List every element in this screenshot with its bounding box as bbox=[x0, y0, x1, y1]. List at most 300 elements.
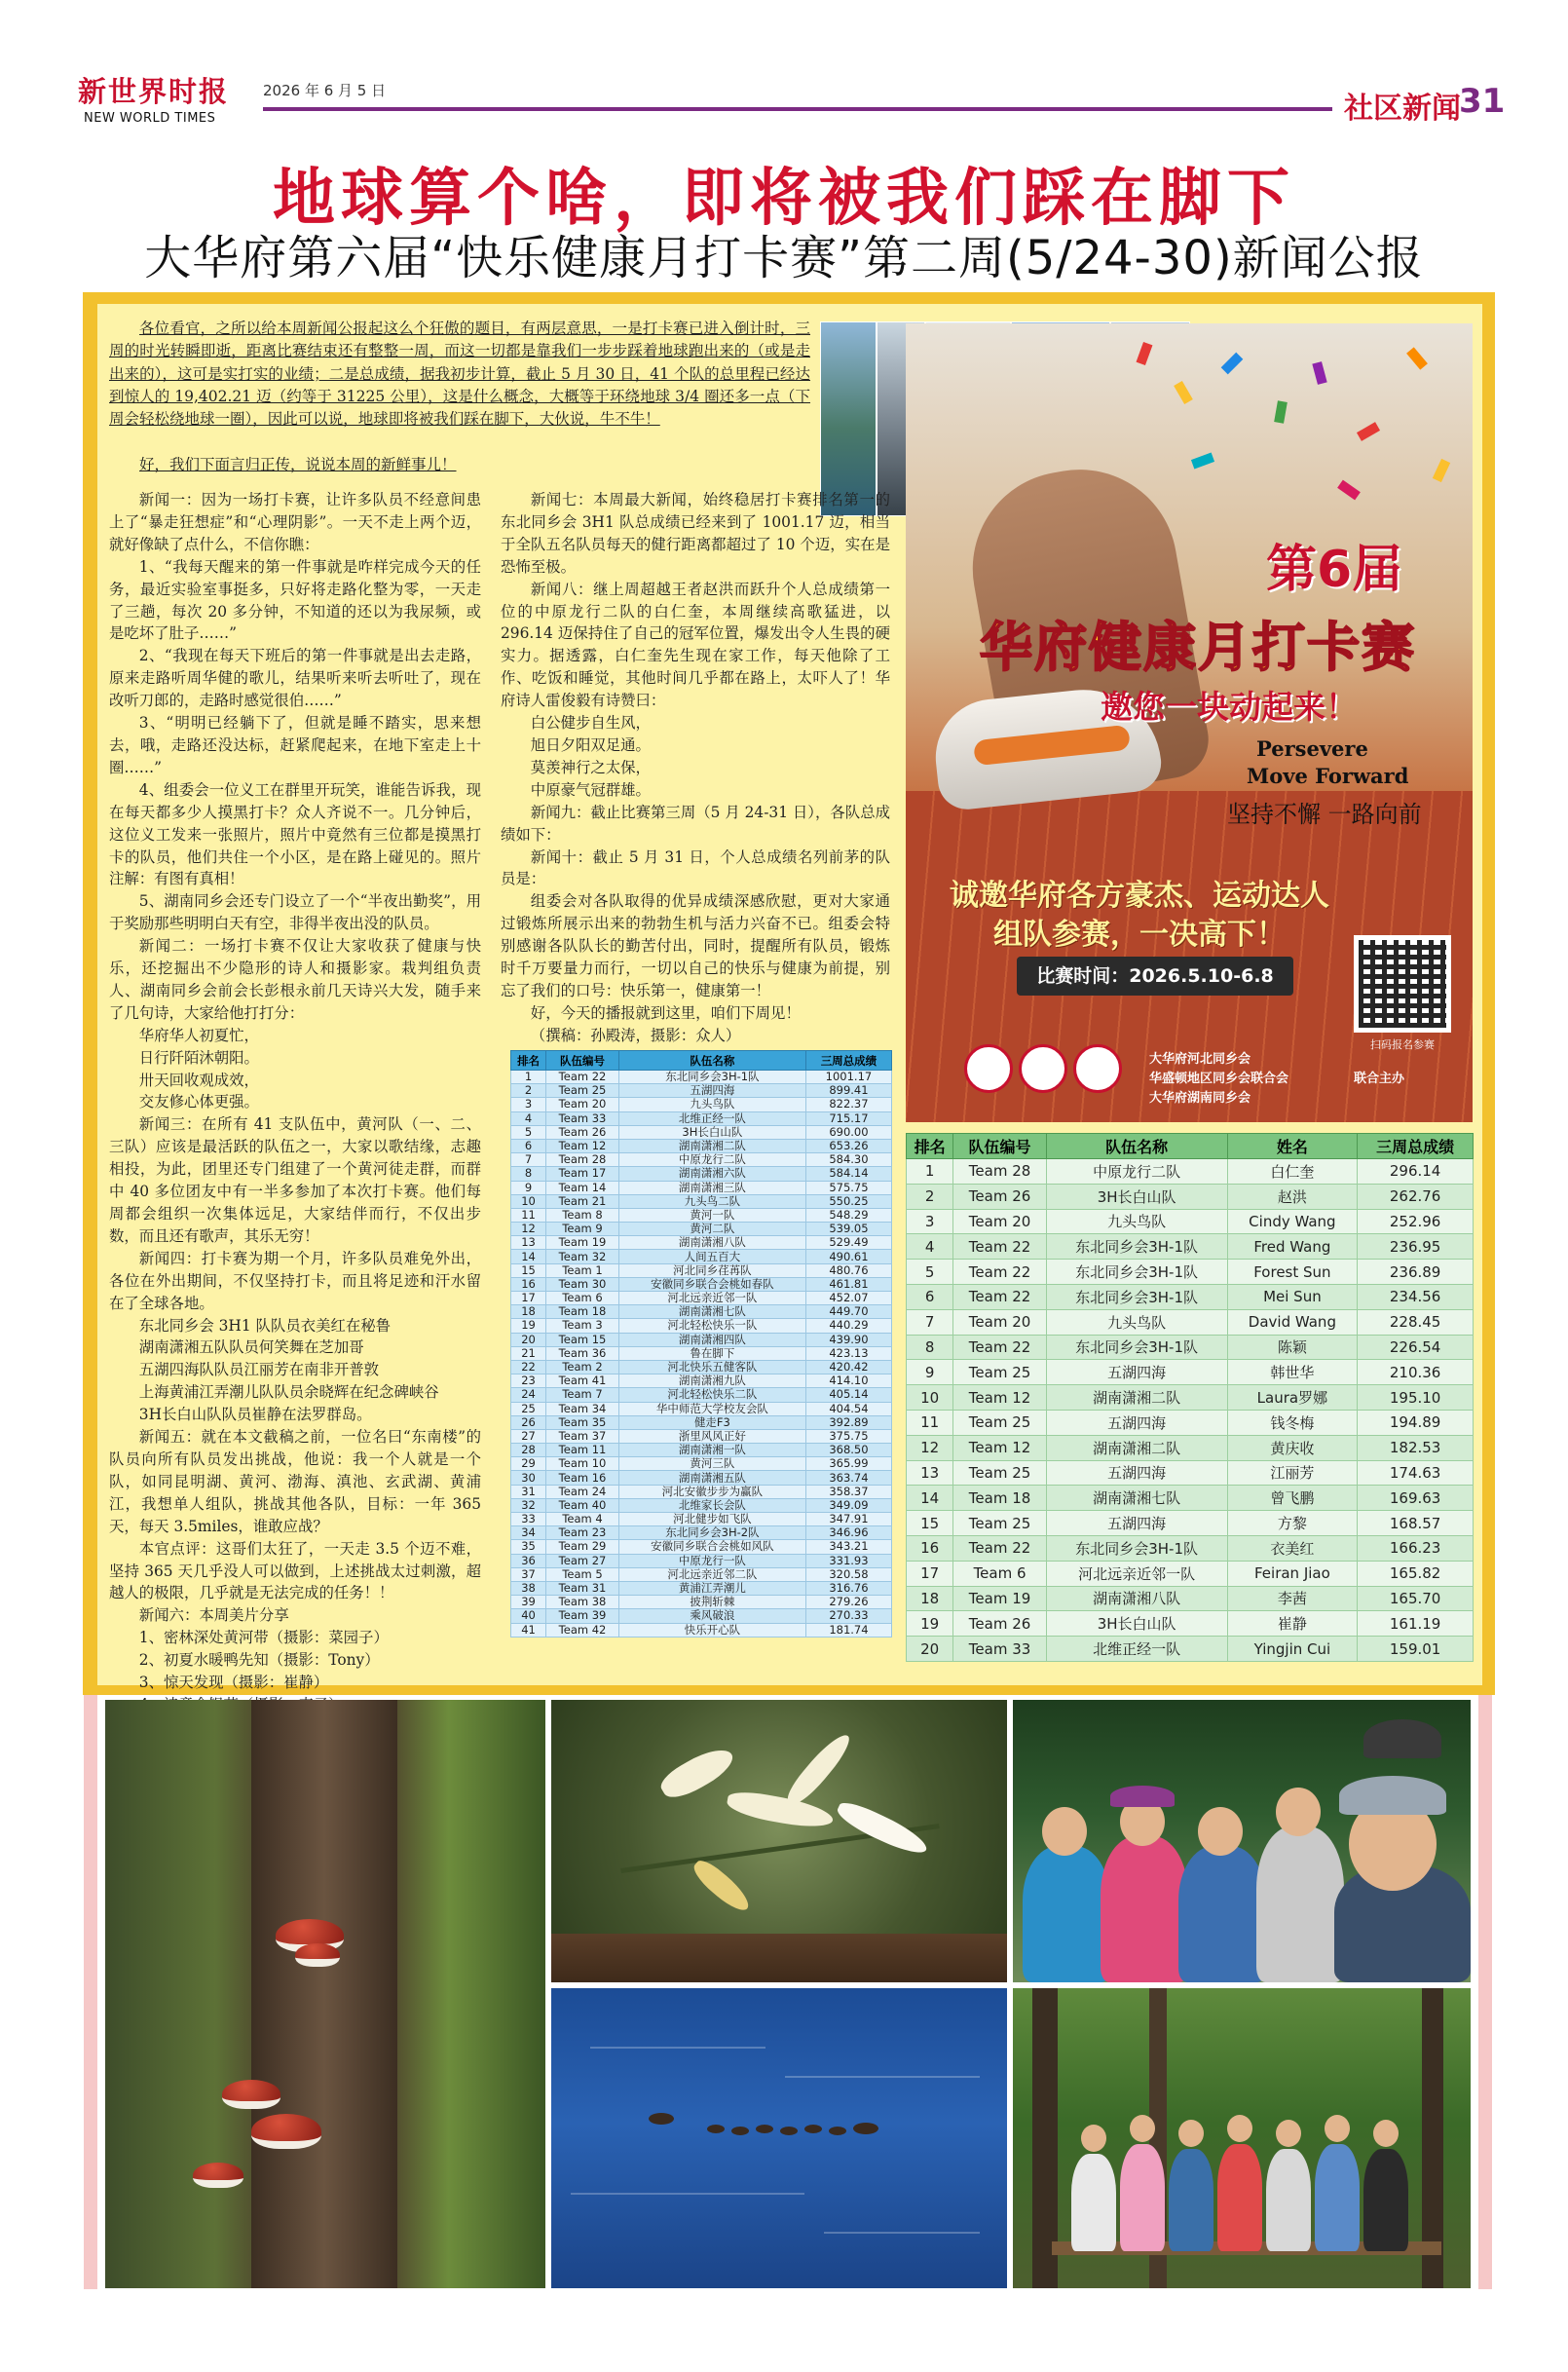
table-cell: 湖南潇湘一队 bbox=[618, 1444, 805, 1457]
goose bbox=[649, 2113, 674, 2125]
table-cell: 349.09 bbox=[805, 1498, 891, 1512]
water-ripple bbox=[824, 2232, 980, 2234]
person-head bbox=[1276, 1788, 1321, 1836]
table-cell: 17 bbox=[511, 1292, 546, 1305]
table-cell: 赵洪 bbox=[1227, 1184, 1358, 1209]
article-paragraph: 2、初夏水暖鸭先知（摄影：Tony） bbox=[138, 1651, 380, 1670]
water-ripple bbox=[785, 2076, 980, 2078]
person bbox=[1315, 2144, 1360, 2251]
table-cell: 衣美红 bbox=[1227, 1535, 1358, 1561]
side-band-left bbox=[84, 1695, 97, 2289]
table-cell: Team 41 bbox=[546, 1374, 619, 1388]
table-row bbox=[511, 1581, 892, 1595]
table-cell: 东北同乡会3H-1队 bbox=[1046, 1260, 1227, 1285]
table-cell: Fred Wang bbox=[1227, 1234, 1358, 1260]
table-cell: Team 10 bbox=[546, 1457, 619, 1471]
table-cell: 174.63 bbox=[1358, 1460, 1474, 1486]
table-row bbox=[511, 1305, 892, 1319]
table-cell: 34 bbox=[511, 1526, 546, 1540]
table-cell: 11 bbox=[907, 1410, 953, 1435]
table-cell: 李茜 bbox=[1227, 1586, 1358, 1611]
table-row bbox=[907, 1209, 1474, 1234]
logo-icon bbox=[964, 1044, 1013, 1093]
poem-line: 莫羡神行之太保， bbox=[530, 758, 651, 776]
table-cell: Team 22 bbox=[953, 1335, 1046, 1360]
article-paragraph: 组委会对各队取得的优异成绩深感欣慰，更对大家通过锻炼所展示出来的勃勃生机与活力兴奋不已。组委会特别感谢各队队长的勤苦付出，同时，提醒所有队员，锻炼时千万要量力而行，一切以自己的快乐与健康为前提，别忘了我们的口号：快乐第一，健康第一！ bbox=[501, 892, 890, 999]
table-cell: 河北远亲近邻一队 bbox=[618, 1292, 805, 1305]
table-row bbox=[907, 1309, 1474, 1335]
table-cell: 584.14 bbox=[805, 1167, 891, 1181]
table-row bbox=[907, 1611, 1474, 1637]
table-cell: 161.19 bbox=[1358, 1611, 1474, 1637]
table-row bbox=[511, 1346, 892, 1360]
table-cell: Team 25 bbox=[953, 1410, 1046, 1435]
table-cell: 27 bbox=[511, 1429, 546, 1443]
table-cell: 16 bbox=[907, 1535, 953, 1561]
table-cell: 18 bbox=[511, 1305, 546, 1319]
column-header: 排名 bbox=[907, 1134, 953, 1159]
table-cell: 乘风破浪 bbox=[618, 1609, 805, 1623]
table-row bbox=[907, 1335, 1474, 1360]
table-cell: 白仁奎 bbox=[1227, 1159, 1358, 1185]
table-cell: Team 6 bbox=[546, 1292, 619, 1305]
person-head bbox=[1325, 2115, 1350, 2142]
article-paragraph: 3、“明明已经躺下了，但就是睡不踏实，思来想去，哦，走路还没达标，赶紧爬起来，在地下室走上十圈……” bbox=[109, 714, 481, 776]
person-head bbox=[1227, 2115, 1252, 2142]
table-cell: 快乐开心队 bbox=[618, 1623, 805, 1637]
table-cell: 23 bbox=[511, 1374, 546, 1388]
table-cell: 4 bbox=[907, 1234, 953, 1260]
table-cell: Team 40 bbox=[546, 1498, 619, 1512]
table-cell: 东北同乡会3H-1队 bbox=[1046, 1335, 1227, 1360]
article-paragraph: 本官点评：这哥们太狂了，一天走 3.5 个迈不难，坚持 365 天几乎没人可以做到，上述挑战太过刺激，超越人的极限，几乎就是无法完成的任务！！ bbox=[109, 1539, 481, 1602]
table-row bbox=[907, 1360, 1474, 1385]
article-paragraph: 3、惊天发现（摄影：崔静） bbox=[138, 1674, 329, 1692]
article-paragraph: 新闻二：一场打卡赛不仅让大家收获了健康与快乐，还挖掘出不少隐形的诗人和摄影家。栽判组负责人、湖南同乡会前会长彭根永前几天诗兴大发，随手来了几句诗，大家给他打打分： bbox=[109, 937, 481, 1022]
table-cell: Team 30 bbox=[546, 1277, 619, 1291]
table-row bbox=[511, 1374, 892, 1388]
table-cell: 华中师范大学校友会队 bbox=[618, 1402, 805, 1415]
table-row bbox=[511, 1596, 892, 1609]
table-row bbox=[907, 1486, 1474, 1511]
table-cell: 北维正经一队 bbox=[618, 1111, 805, 1125]
table-cell: Team 22 bbox=[953, 1535, 1046, 1561]
table-cell: Team 8 bbox=[546, 1208, 619, 1222]
table-cell: Team 25 bbox=[953, 1360, 1046, 1385]
table-cell: 五湖四海 bbox=[1046, 1410, 1227, 1435]
table-cell: 168.57 bbox=[1358, 1511, 1474, 1536]
table-cell: 195.10 bbox=[1358, 1385, 1474, 1411]
poster-slogan-en-2: Move Forward bbox=[1247, 764, 1409, 788]
table-row bbox=[511, 1194, 892, 1208]
table-cell: 北维正经一队 bbox=[1046, 1637, 1227, 1662]
table-cell: 17 bbox=[907, 1561, 953, 1586]
table-cell: Team 5 bbox=[546, 1567, 619, 1581]
table-cell: 北维家长会队 bbox=[618, 1498, 805, 1512]
table-header-row bbox=[511, 1051, 892, 1071]
article-paragraph: 新闻三：在所有 41 支队伍中，黄河队（一、二、三队）应该是最活跃的队伍之一，大家以歌结缘，志趣相投，为此，团里还专门组建了一个黄河徒走群，而群中 40 多位团友中有一半多参加了本次打卡赛。他们每周都会组织一次集体远足，大家结伴而行，不仅出步数，而且还有歌声，其乐无穷！ bbox=[109, 1115, 481, 1245]
table-cell: Team 25 bbox=[953, 1511, 1046, 1536]
table-cell: 8 bbox=[511, 1167, 546, 1181]
table-cell: 黄河二队 bbox=[618, 1223, 805, 1236]
table-cell: 25 bbox=[511, 1402, 546, 1415]
column-header: 三周总成绩 bbox=[805, 1051, 891, 1071]
table-cell: 13 bbox=[907, 1460, 953, 1486]
organizer-1: 大华府河北同乡会 bbox=[1149, 1052, 1251, 1067]
table-cell: 20 bbox=[907, 1637, 953, 1662]
table-row bbox=[511, 1236, 892, 1250]
mushroom bbox=[251, 2114, 321, 2149]
table-cell: 228.45 bbox=[1358, 1309, 1474, 1335]
confetti bbox=[1312, 361, 1326, 385]
confetti bbox=[1357, 422, 1380, 441]
article-paragraph: 2、“我现在每天下班后的第一件事就是出去走路，原来走路听周华健的歌儿，结果听来听去听吐了，现在改听刀郎的，走路时感觉很伯……” bbox=[109, 647, 481, 710]
article-paragraph: 新闻十：截止 5 月 31 日，个人总成绩名列前茅的队员是： bbox=[501, 847, 890, 888]
confetti bbox=[1174, 381, 1193, 404]
table-cell: 五湖四海 bbox=[1046, 1511, 1227, 1536]
table-row bbox=[907, 1460, 1474, 1486]
table-cell: 15 bbox=[907, 1511, 953, 1536]
poster-title: 华府健康月打卡赛 bbox=[980, 617, 1416, 678]
table-row bbox=[907, 1385, 1474, 1411]
table-row bbox=[511, 1223, 892, 1236]
column-header: 姓名 bbox=[1227, 1134, 1358, 1159]
table-row bbox=[511, 1263, 892, 1277]
table-cell: Team 20 bbox=[546, 1098, 619, 1111]
table-cell: Team 31 bbox=[546, 1581, 619, 1595]
table-cell: 41 bbox=[511, 1623, 546, 1637]
table-cell: 420.42 bbox=[805, 1360, 891, 1374]
table-cell: 黄河一队 bbox=[618, 1208, 805, 1222]
table-cell: 中原龙行二队 bbox=[618, 1153, 805, 1167]
table-cell: 550.25 bbox=[805, 1194, 891, 1208]
table-cell: Team 23 bbox=[546, 1526, 619, 1540]
table-cell: 6 bbox=[907, 1284, 953, 1309]
table-cell: 5 bbox=[907, 1260, 953, 1285]
table-cell: 东北同乡会3H-1队 bbox=[1046, 1284, 1227, 1309]
person bbox=[1071, 2154, 1116, 2251]
table-row bbox=[907, 1586, 1474, 1611]
column-header: 三周总成绩 bbox=[1358, 1134, 1474, 1159]
table-cell: 方黎 bbox=[1227, 1511, 1358, 1536]
mushroom bbox=[193, 2163, 243, 2188]
table-cell: 陈颖 bbox=[1227, 1335, 1358, 1360]
team-ranking-table bbox=[510, 1050, 892, 1638]
table-cell: 452.07 bbox=[805, 1292, 891, 1305]
table-row bbox=[511, 1277, 892, 1291]
water-ripple bbox=[571, 2193, 804, 2195]
table-cell: 24 bbox=[511, 1388, 546, 1402]
table-row bbox=[907, 1435, 1474, 1460]
individual-ranking-table bbox=[906, 1133, 1474, 1662]
table-row bbox=[511, 1623, 892, 1637]
table-cell: 河北轻松快乐二队 bbox=[618, 1388, 805, 1402]
table-row bbox=[511, 1609, 892, 1623]
goose bbox=[853, 2123, 878, 2134]
article-paragraph: 新闻九：截止比赛第三周（5 月 24-31 日），各队总成绩如下： bbox=[501, 803, 890, 844]
flower-petal bbox=[726, 1788, 836, 1832]
table-cell: 375.75 bbox=[805, 1429, 891, 1443]
table-cell: Team 42 bbox=[546, 1623, 619, 1637]
table-cell: 九头鸟队 bbox=[1046, 1309, 1227, 1335]
table-cell: Yingjin Cui bbox=[1227, 1637, 1358, 1662]
person bbox=[1256, 1826, 1344, 1982]
article-paragraph: 上海黄浦江弄潮儿队队员余晓辉在纪念碑峡谷 bbox=[138, 1383, 439, 1402]
table-cell: 690.00 bbox=[805, 1125, 891, 1139]
table-cell: 236.89 bbox=[1358, 1260, 1474, 1285]
table-row bbox=[511, 1415, 892, 1429]
table-row bbox=[511, 1319, 892, 1333]
masthead bbox=[78, 70, 1506, 138]
table-cell: Cindy Wang bbox=[1227, 1209, 1358, 1234]
table-cell: 河北健步如飞队 bbox=[618, 1513, 805, 1526]
article-paragraph: 新闻四：打卡赛为期一个月，许多队员难免外出，各位在外出期间，不仅坚持打卡，而且将足迹和汗水留在了全球各地。 bbox=[109, 1249, 481, 1312]
table-cell: 33 bbox=[511, 1513, 546, 1526]
person-head bbox=[1042, 1807, 1087, 1856]
table-cell: 899.41 bbox=[805, 1084, 891, 1098]
column-header: 排名 bbox=[511, 1051, 546, 1071]
table-cell: Team 39 bbox=[546, 1609, 619, 1623]
table-cell: 22 bbox=[511, 1360, 546, 1374]
table-cell: 湖南潇湘三队 bbox=[618, 1181, 805, 1194]
table-cell: 1 bbox=[511, 1071, 546, 1084]
table-cell: 河北轻松快乐一队 bbox=[618, 1319, 805, 1333]
table-row bbox=[511, 1333, 892, 1346]
person bbox=[1363, 2149, 1408, 2251]
article-paragraph: 新闻一：因为一场打卡赛，让许多队员不经意间患上了“暴走狂想症”和“心理阴影”。一天不走上两个迈，就好像缺了点什么，不信你瞧： bbox=[109, 491, 481, 553]
goose bbox=[707, 2125, 725, 2133]
table-cell: 14 bbox=[907, 1486, 953, 1511]
poster-call-1: 诚邀华府各方豪杰、运动达人 bbox=[950, 879, 1329, 913]
table-row bbox=[511, 1139, 892, 1152]
table-row bbox=[907, 1184, 1474, 1209]
table-cell: 363.74 bbox=[805, 1471, 891, 1485]
table-cell: Team 1 bbox=[546, 1263, 619, 1277]
table-cell: Team 28 bbox=[546, 1153, 619, 1167]
table-cell: 3 bbox=[511, 1098, 546, 1111]
table-row bbox=[511, 1167, 892, 1181]
table-cell: 35 bbox=[511, 1540, 546, 1554]
masthead-rule bbox=[263, 107, 1332, 111]
table-cell: Team 20 bbox=[953, 1309, 1046, 1335]
table-cell: Team 11 bbox=[546, 1444, 619, 1457]
table-cell: 16 bbox=[511, 1277, 546, 1291]
table-cell: 2 bbox=[907, 1184, 953, 1209]
table-cell: 5 bbox=[511, 1125, 546, 1139]
table-cell: 披荆斩棘 bbox=[618, 1596, 805, 1609]
table-cell: Team 19 bbox=[953, 1586, 1046, 1611]
table-cell: 10 bbox=[907, 1385, 953, 1411]
column-header: 队伍名称 bbox=[1046, 1134, 1227, 1159]
water-ripple bbox=[590, 2047, 765, 2049]
article-paragraph: 5、湖南同乡会还专门设立了一个“半夜出勤奖”，用于奖励那些明明白天有空，非得半夜出没的队员。 bbox=[109, 892, 481, 933]
table-cell: 449.70 bbox=[805, 1305, 891, 1319]
flower-petal bbox=[656, 1741, 738, 1805]
table-cell: 234.56 bbox=[1358, 1284, 1474, 1309]
person bbox=[1120, 2144, 1165, 2251]
table-cell: 331.93 bbox=[805, 1554, 891, 1567]
table-cell: 3H长白山队 bbox=[1046, 1184, 1227, 1209]
table-cell: Team 14 bbox=[546, 1181, 619, 1194]
table-cell: 36 bbox=[511, 1554, 546, 1567]
table-cell: Team 28 bbox=[953, 1159, 1046, 1185]
table-row bbox=[511, 1554, 892, 1567]
table-cell: 12 bbox=[511, 1223, 546, 1236]
article-paragraph: 新闻七：本周最大新闻，始终稳居打卡赛排名第一的东北同乡会 3H1 队总成绩已经来到了 1001.17 迈，相当于全队五名队员每天的健行距离都超过了 10 个迈，实在是恐怖至极。 bbox=[501, 491, 890, 576]
table-row bbox=[907, 1535, 1474, 1561]
poem-line: 交友修心体更强。 bbox=[138, 1093, 259, 1111]
table-cell: 东北同乡会3H-1队 bbox=[1046, 1234, 1227, 1260]
table-cell: Team 33 bbox=[953, 1637, 1046, 1662]
table-cell: 东北同乡会3H-2队 bbox=[618, 1526, 805, 1540]
table-cell: 韩世华 bbox=[1227, 1360, 1358, 1385]
table-cell: Team 33 bbox=[546, 1111, 619, 1125]
table-cell: 30 bbox=[511, 1471, 546, 1485]
section-name: 社区新闻 bbox=[1344, 92, 1461, 126]
table-cell: Team 24 bbox=[546, 1485, 619, 1498]
table-cell: 18 bbox=[907, 1586, 953, 1611]
table-cell: 165.70 bbox=[1358, 1586, 1474, 1611]
article-column-2 bbox=[501, 489, 890, 1047]
goose bbox=[756, 2125, 773, 2133]
poster-call-2: 组队参赛，一决高下！ bbox=[993, 918, 1286, 952]
table-row bbox=[511, 1084, 892, 1098]
table-cell: Team 3 bbox=[546, 1319, 619, 1333]
table-cell: 316.76 bbox=[805, 1581, 891, 1595]
hat bbox=[1110, 1786, 1175, 1807]
person bbox=[1217, 2144, 1262, 2251]
poster-slogan-en-1: Persevere bbox=[1256, 736, 1368, 761]
table-row bbox=[511, 1098, 892, 1111]
photo-group-selfie bbox=[1013, 1700, 1471, 1982]
table-cell: Team 35 bbox=[546, 1415, 619, 1429]
table-cell: 365.99 bbox=[805, 1457, 891, 1471]
logo-icon bbox=[1073, 1044, 1122, 1093]
table-cell: Team 19 bbox=[546, 1236, 619, 1250]
table-cell: Team 12 bbox=[546, 1139, 619, 1152]
table-cell: Team 18 bbox=[546, 1305, 619, 1319]
goose bbox=[731, 2127, 749, 2135]
table-cell: Team 21 bbox=[546, 1194, 619, 1208]
table-cell: 575.75 bbox=[805, 1181, 891, 1194]
hat bbox=[1339, 1776, 1446, 1815]
table-cell: 3H长白山队 bbox=[1046, 1611, 1227, 1637]
table-cell: 28 bbox=[511, 1444, 546, 1457]
organizer-logos bbox=[964, 1044, 1130, 1103]
table-cell: 236.95 bbox=[1358, 1234, 1474, 1260]
table-cell: Feiran Jiao bbox=[1227, 1561, 1358, 1586]
table-row bbox=[511, 1208, 892, 1222]
table-cell: 2 bbox=[511, 1084, 546, 1098]
table-cell: 湖南潇湘七队 bbox=[1046, 1486, 1227, 1511]
table-cell: 405.14 bbox=[805, 1388, 891, 1402]
confetti bbox=[1337, 480, 1361, 501]
table-cell: 黄庆收 bbox=[1227, 1435, 1358, 1460]
page-number: 31 bbox=[1459, 82, 1506, 121]
person-head bbox=[1198, 1807, 1243, 1856]
table-cell: Forest Sun bbox=[1227, 1260, 1358, 1285]
table-cell: 湖南潇湘八队 bbox=[618, 1236, 805, 1250]
table-cell: 14 bbox=[511, 1250, 546, 1263]
person-head bbox=[1276, 2120, 1301, 2147]
confetti bbox=[1221, 353, 1244, 375]
table-cell: 中原龙行二队 bbox=[1046, 1159, 1227, 1185]
table-cell: Team 25 bbox=[546, 1084, 619, 1098]
confetti bbox=[1137, 342, 1153, 365]
table-cell: Team 38 bbox=[546, 1596, 619, 1609]
table-cell: 368.50 bbox=[805, 1444, 891, 1457]
table-row bbox=[511, 1567, 892, 1581]
table-cell: 252.96 bbox=[1358, 1209, 1474, 1234]
flower-petal bbox=[783, 1728, 856, 1809]
mushroom bbox=[295, 1943, 340, 1967]
article-column-1 bbox=[109, 489, 481, 1716]
photo-geese-lake bbox=[551, 1988, 1007, 2288]
table-cell: 296.14 bbox=[1358, 1159, 1474, 1185]
table-cell: 7 bbox=[511, 1153, 546, 1167]
poem-line: 华府华人初夏忙， bbox=[138, 1026, 259, 1044]
intro-text: 各位看官，之所以给本周新闻公报起这么个狂傲的题目，有两层意思，一是打卡赛已进入倒计时，三周的时光转瞬即逝，距离比赛结束还有整整一周，而这一切都是靠我们一步步踩着地球跑出来的（或是走出来的），这可是实打实的业绩；二是总成绩，据我初步计算，截止 5 月 30 日，41 个队的总里程已经达到惊人的 19,402.21 迈（约等于 31225 公里），这是什么概念，大概等于环绕地球 3/4 圈还多一点（下周会轻松绕地球一圈），因此可以说，地球即将被我们踩在脚下，大伙说，牛不牛！ bbox=[109, 320, 810, 429]
table-row bbox=[907, 1637, 1474, 1662]
table-cell: 181.74 bbox=[805, 1623, 891, 1637]
table-cell: 8 bbox=[907, 1335, 953, 1360]
table-cell: 414.10 bbox=[805, 1374, 891, 1388]
logo-icon bbox=[1019, 1044, 1067, 1093]
table-cell: 19 bbox=[907, 1611, 953, 1637]
table-cell: 31 bbox=[511, 1485, 546, 1498]
table-row bbox=[511, 1526, 892, 1540]
table-cell: 健走F3 bbox=[618, 1415, 805, 1429]
table-cell: Team 12 bbox=[953, 1385, 1046, 1411]
table-cell: 320.58 bbox=[805, 1567, 891, 1581]
table-row bbox=[511, 1153, 892, 1167]
table-cell: 浙里风风正好 bbox=[618, 1429, 805, 1443]
poster-invite: 邀您一块动起来！ bbox=[1101, 688, 1358, 726]
person-head bbox=[1081, 2125, 1106, 2152]
table-cell: 河北同乡荏苒队 bbox=[618, 1263, 805, 1277]
table-cell: 439.90 bbox=[805, 1333, 891, 1346]
article-paragraph: 新闻五：就在本文截稿之前，一位名曰“东南楼”的队员向所有队员发出挑战，他说：我一个人就是一个队，如同昆明湖、黄河、渤海、滇池、玄武湖、黄浦江，我想单人组队，挑战其他各队，目标：一年 365 天，每天 3.5miles，谁敢应战？ bbox=[109, 1428, 481, 1535]
poem-line: 卅天回收观成效， bbox=[138, 1071, 259, 1089]
table-cell: 159.01 bbox=[1358, 1637, 1474, 1662]
table-cell: 210.36 bbox=[1358, 1360, 1474, 1385]
article-paragraph: 4、组委会一位义工在群里开玩笑，谁能告诉我，现在每天都多少人摸黑打卡？众人齐说不一。几分钟后，这位义工发来一张照片，照片中竟然有三位都是摸黑打卡的队员，他们共住一个小区，是在路上碰见的。照片注解：有图有真相！ bbox=[109, 780, 481, 888]
organizer-2: 华盛顿地区同乡会联合会 bbox=[1149, 1072, 1289, 1086]
photo-mountain-lake bbox=[820, 321, 877, 516]
flower-petal bbox=[689, 1856, 755, 1916]
table-cell: 279.26 bbox=[805, 1596, 891, 1609]
table-row bbox=[511, 1111, 892, 1125]
table-cell: 480.76 bbox=[805, 1263, 891, 1277]
table-cell: 中原龙行一队 bbox=[618, 1554, 805, 1567]
table-cell: 20 bbox=[511, 1333, 546, 1346]
poem-line: 白公健步自生风， bbox=[530, 714, 651, 733]
table-cell: 40 bbox=[511, 1609, 546, 1623]
table-cell: 461.81 bbox=[805, 1277, 891, 1291]
table-cell: 五湖四海 bbox=[618, 1084, 805, 1098]
table-cell: 湖南潇湘五队 bbox=[618, 1471, 805, 1485]
table-cell: Team 34 bbox=[546, 1402, 619, 1415]
table-cell: 10 bbox=[511, 1194, 546, 1208]
table-cell: 曾飞鹏 bbox=[1227, 1486, 1358, 1511]
table-cell: 4 bbox=[511, 1111, 546, 1125]
person bbox=[1169, 2149, 1213, 2251]
table-cell: Team 12 bbox=[953, 1435, 1046, 1460]
table-cell: 6 bbox=[511, 1139, 546, 1152]
poem-line: 中原豪气冠群雄。 bbox=[530, 780, 651, 799]
photo-hiking-group bbox=[1013, 1988, 1471, 2288]
table-row bbox=[907, 1284, 1474, 1309]
